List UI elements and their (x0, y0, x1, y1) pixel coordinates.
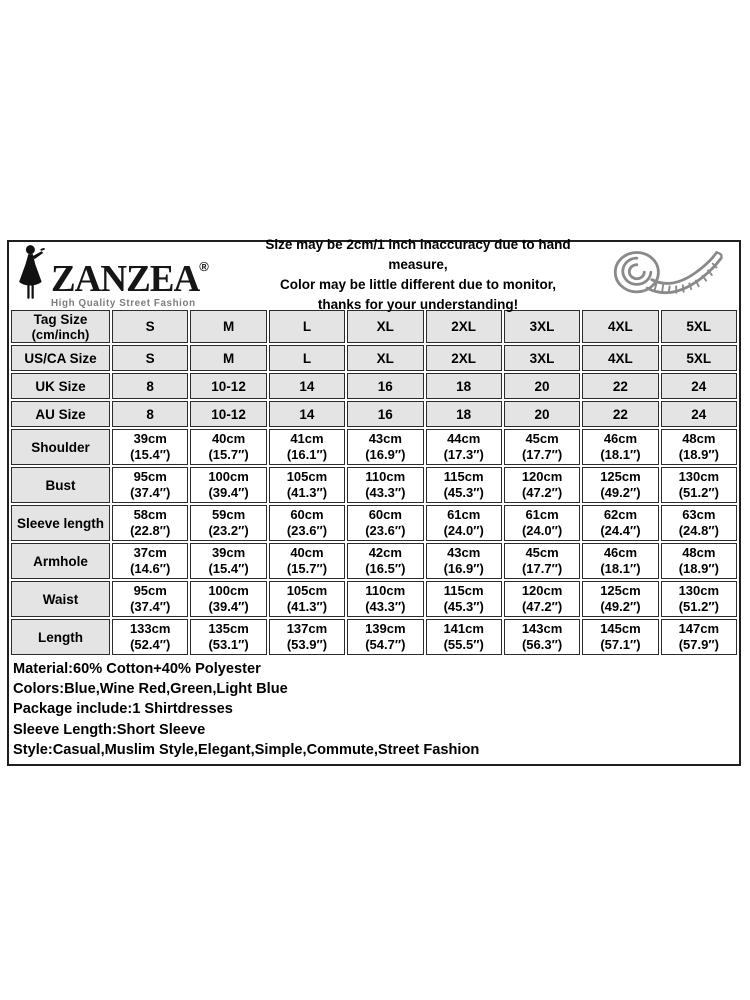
measure-inch: (15.4″) (208, 561, 249, 576)
measure-inch: (18.9″) (678, 447, 719, 462)
measure-inch: (18.1″) (600, 561, 641, 576)
measure-cm: 147cm (678, 621, 720, 636)
size-cell: XL (347, 345, 423, 371)
row-label (11, 373, 110, 399)
disclaimer-line-3: thanks for your understanding! (317, 297, 519, 312)
measure-cm: 61cm (447, 507, 481, 522)
measure-cm: 145cm (600, 621, 641, 636)
size-cell: 3XL (504, 310, 580, 343)
size-table (9, 308, 739, 657)
measure-cell (190, 429, 266, 465)
row-label (11, 401, 110, 427)
brand-logo (13, 242, 241, 309)
measure-cm: 143cm (521, 621, 563, 636)
measure-cell (426, 581, 502, 617)
measure-cell (269, 429, 345, 465)
size-cell: 16 (347, 401, 423, 427)
measure-cm: 125cm (600, 583, 641, 598)
measure-cm: 45cm (525, 545, 559, 560)
size-cell: 5XL (661, 345, 737, 371)
size-cell: 24 (661, 373, 737, 399)
measure-cell (269, 543, 345, 579)
header-band (9, 237, 739, 312)
measure-cell (661, 505, 737, 541)
measure-inch: (43.3″) (365, 485, 406, 500)
measure-cm: 141cm (443, 621, 484, 636)
measure-cell (112, 619, 188, 655)
measure-cm: 115cm (443, 583, 484, 598)
measure-cell (112, 467, 188, 503)
brand-tagline: High Quality Street Fashion (51, 297, 196, 309)
size-cell: M (190, 345, 266, 371)
measure-cm: 139cm (365, 621, 406, 636)
measure-inch: (57.9″) (678, 637, 719, 652)
measure-inch: (17.7″) (521, 561, 563, 576)
size-row (11, 345, 737, 371)
measure-cm: 43cm (368, 431, 402, 446)
row-label: Sleeve length (11, 505, 110, 541)
measure-row (11, 429, 737, 465)
measure-inch: (54.7″) (365, 637, 406, 652)
measure-cm: 130cm (678, 469, 720, 484)
measure-inch: (39.4″) (208, 599, 249, 614)
measure-cell (269, 467, 345, 503)
measure-cm: 137cm (286, 621, 328, 636)
measure-cm: 100cm (208, 583, 249, 598)
row-label-text: Tag Size (33, 311, 88, 327)
size-cell: L (269, 345, 345, 371)
size-cell: 3XL (504, 345, 580, 371)
row-label: Waist (11, 581, 110, 617)
size-cell: XL (347, 310, 423, 343)
measure-cell (112, 581, 188, 617)
measure-inch: (24.0″) (443, 523, 484, 538)
measure-inch: (55.5″) (443, 637, 484, 652)
size-cell: 18 (426, 373, 502, 399)
measure-cell (190, 505, 266, 541)
size-row (11, 401, 737, 427)
measure-cell (582, 505, 658, 541)
size-cell: 18 (426, 401, 502, 427)
measure-cell (190, 543, 266, 579)
measure-cm: 37cm (133, 545, 167, 560)
measure-cm: 40cm (211, 431, 246, 446)
measure-cm: 105cm (286, 469, 328, 484)
measure-inch: (53.9″) (286, 637, 328, 652)
measure-cm: 46cm (603, 545, 638, 560)
measure-cell (504, 543, 580, 579)
measure-row (11, 581, 737, 617)
measure-row (11, 619, 737, 655)
size-cell: 14 (269, 401, 345, 427)
measure-cell (347, 505, 423, 541)
measure-cell (269, 505, 345, 541)
measure-inch: (17.7″) (521, 447, 563, 462)
measure-cm: 95cm (133, 469, 167, 484)
measure-inch: (16.5″) (365, 561, 406, 576)
measure-cm: 130cm (678, 583, 720, 598)
measure-cell (504, 581, 580, 617)
measure-cell (190, 467, 266, 503)
measure-cell (661, 619, 737, 655)
measure-cell (504, 467, 580, 503)
size-cell: 8 (112, 373, 188, 399)
size-cell: S (112, 345, 188, 371)
measure-inch: (16.9″) (443, 561, 484, 576)
disclaimer-line-2: Color may be little different due to monitor, (279, 277, 557, 292)
measure-inch: (56.3″) (521, 637, 563, 652)
size-cell: 5XL (661, 310, 737, 343)
measure-inch: (17.3″) (443, 447, 484, 462)
measure-inch: (15.4″) (130, 447, 171, 462)
measure-inch: (15.7″) (286, 561, 328, 576)
measure-cell (347, 543, 423, 579)
size-cell: 2XL (426, 310, 502, 343)
measure-cell (426, 505, 502, 541)
measure-cell (112, 429, 188, 465)
measure-cm: 46cm (603, 431, 638, 446)
colors-line: Colors:Blue,Wine Red,Green,Light Blue (13, 681, 288, 698)
measure-cell (582, 543, 658, 579)
measure-cm: 63cm (682, 507, 716, 522)
measure-cell (504, 619, 580, 655)
measure-cm: 39cm (211, 545, 246, 560)
measure-cell (582, 429, 658, 465)
measure-cm: 59cm (211, 507, 246, 522)
measure-row (11, 543, 737, 579)
measure-cell (426, 619, 502, 655)
measure-inch: (23.6″) (365, 523, 406, 538)
row-label (11, 345, 110, 371)
measure-cell (661, 429, 737, 465)
measure-inch: (45.3″) (443, 599, 484, 614)
size-cell: 20 (504, 401, 580, 427)
measure-inch: (24.4″) (600, 523, 641, 538)
measure-cm: 60cm (368, 507, 402, 522)
measure-cm: 42cm (368, 545, 402, 560)
size-cell: 14 (269, 373, 345, 399)
size-chart-sheet (7, 237, 741, 766)
measure-row (11, 467, 737, 503)
measure-cell (582, 581, 658, 617)
measure-inch: (23.6″) (286, 523, 328, 538)
row-label (11, 310, 110, 343)
measure-cm: 62cm (603, 507, 638, 522)
measure-cell (190, 581, 266, 617)
measure-cell (269, 581, 345, 617)
measure-cm: 60cm (290, 507, 324, 522)
size-cell: 24 (661, 401, 737, 427)
size-cell: 2XL (426, 345, 502, 371)
row-label: Shoulder (11, 429, 110, 465)
brand-text-block (51, 258, 209, 309)
measure-cell (661, 581, 737, 617)
measure-cell (504, 505, 580, 541)
measure-cm: 41cm (290, 431, 324, 446)
measure-cm: 110cm (365, 583, 406, 598)
measure-cell (190, 619, 266, 655)
size-cell: S (112, 310, 188, 343)
material-line: Material:60% Cotton+40% Polyester (13, 661, 261, 677)
measure-inch: (51.2″) (678, 599, 719, 614)
measure-inch: (52.4″) (130, 637, 171, 652)
size-cell: 10-12 (190, 401, 266, 427)
measure-inch: (47.2″) (521, 599, 563, 614)
measure-inch: (24.0″) (521, 523, 563, 538)
measure-inch: (37.4″) (130, 485, 171, 500)
row-sublabel-text: (cm/inch) (31, 326, 90, 342)
measure-inch: (18.9″) (678, 561, 719, 576)
row-label-text: AU Size (35, 406, 86, 422)
measure-cell (661, 467, 737, 503)
measure-cell (347, 429, 423, 465)
measure-row (11, 505, 737, 541)
measure-cell (426, 429, 502, 465)
measure-cm: 133cm (129, 621, 171, 636)
measure-inch: (47.2″) (521, 485, 563, 500)
measure-cell (582, 619, 658, 655)
row-label: Armhole (11, 543, 110, 579)
measure-cm: 61cm (525, 507, 559, 522)
measure-inch: (49.2″) (600, 485, 641, 500)
disclaimer-line-1: Size may be 2cm/1 inch inaccuracy due to hand measure, (265, 237, 571, 272)
size-row (11, 373, 737, 399)
sleeve-length-line: Sleeve Length:Short Sleeve (13, 721, 206, 738)
measure-cell (347, 619, 423, 655)
measure-cm: 115cm (443, 469, 484, 484)
measure-inch: (18.1″) (600, 447, 641, 462)
product-notes (9, 657, 739, 764)
row-label: Length (11, 619, 110, 655)
measure-inch: (41.3″) (286, 485, 328, 500)
measure-cm: 43cm (447, 545, 481, 560)
size-cell: 20 (504, 373, 580, 399)
measure-inch: (41.3″) (286, 599, 328, 614)
row-label-text: US/CA Size (24, 350, 97, 366)
size-cell: 22 (582, 401, 658, 427)
measure-cm: 120cm (521, 583, 563, 598)
size-cell: M (190, 310, 266, 343)
size-cell: L (269, 310, 345, 343)
measure-cm: 105cm (286, 583, 328, 598)
measure-inch: (24.8″) (678, 523, 719, 538)
measure-cm: 39cm (133, 431, 167, 446)
size-cell: 22 (582, 373, 658, 399)
brand-name: ZANZEA (51, 258, 200, 301)
measure-cell (112, 543, 188, 579)
measure-cell (661, 543, 737, 579)
measure-cm: 95cm (133, 583, 167, 598)
measure-inch: (37.4″) (130, 599, 171, 614)
size-cell: 4XL (582, 310, 658, 343)
measure-cell (269, 619, 345, 655)
measure-cell (347, 467, 423, 503)
tape-measure-icon (595, 245, 733, 305)
measure-inch: (51.2″) (678, 485, 719, 500)
measure-cell (112, 505, 188, 541)
measure-cell (504, 429, 580, 465)
measure-inch: (23.2″) (208, 523, 249, 538)
measure-inch: (49.2″) (600, 599, 641, 614)
measure-cm: 45cm (525, 431, 559, 446)
measure-cm: 44cm (447, 431, 481, 446)
measure-inch: (15.7″) (208, 447, 249, 462)
measure-inch: (14.6″) (130, 561, 171, 576)
measure-inch: (57.1″) (600, 637, 641, 652)
measure-cm: 58cm (133, 507, 167, 522)
woman-silhouette-icon (15, 244, 49, 307)
package-line: Package include:1 Shirtdresses (13, 701, 233, 718)
measure-inch: (43.3″) (365, 599, 406, 614)
measure-inch: (16.1″) (286, 447, 328, 462)
measure-cm: 120cm (521, 469, 563, 484)
measure-inch: (22.8″) (130, 523, 171, 538)
size-cell: 10-12 (190, 373, 266, 399)
row-label: Bust (11, 467, 110, 503)
measure-cm: 100cm (208, 469, 249, 484)
size-disclaimer (241, 235, 595, 315)
style-line: Style:Casual,Muslim Style,Elegant,Simple,Commute,Street Fashion (13, 741, 480, 758)
size-cell: 4XL (582, 345, 658, 371)
measure-cm: 125cm (600, 469, 641, 484)
measure-cm: 135cm (208, 621, 249, 636)
size-cell: 16 (347, 373, 423, 399)
measure-cell (347, 581, 423, 617)
registered-mark: ® (199, 258, 209, 274)
measure-cm: 110cm (365, 469, 406, 484)
measure-cell (426, 543, 502, 579)
measure-inch: (39.4″) (208, 485, 249, 500)
measure-inch: (16.9″) (365, 447, 406, 462)
measure-cm: 40cm (290, 545, 324, 560)
measure-inch: (53.1″) (208, 637, 249, 652)
measure-cm: 48cm (682, 431, 716, 446)
measure-inch: (45.3″) (443, 485, 484, 500)
measure-cell (426, 467, 502, 503)
row-label-text: UK Size (35, 378, 86, 394)
measure-cm: 48cm (682, 545, 716, 560)
size-cell: 8 (112, 401, 188, 427)
measure-cell (582, 467, 658, 503)
